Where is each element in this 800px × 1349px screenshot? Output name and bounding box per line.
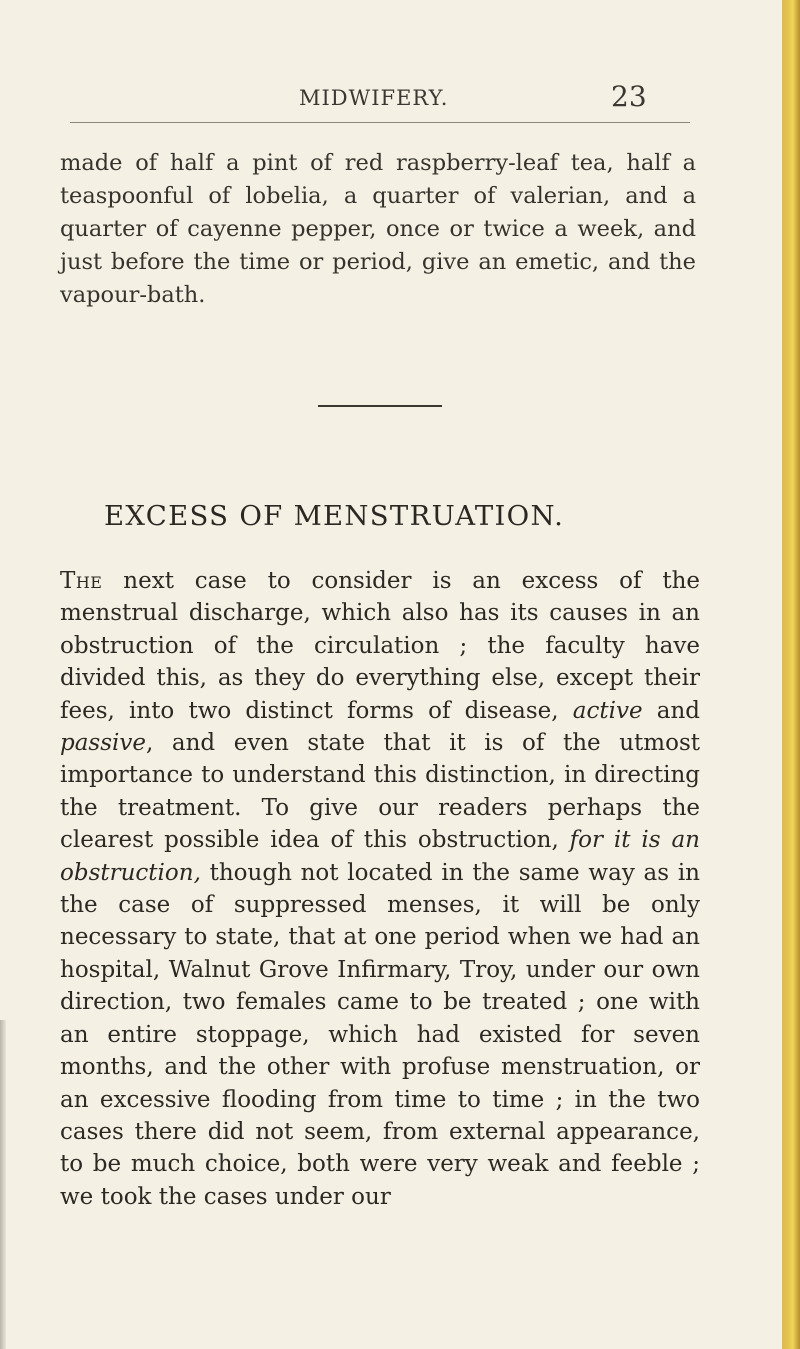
running-head: MIDWIFERY. <box>299 86 449 110</box>
paragraph-lead-word: The <box>60 568 103 594</box>
gilt-page-edge <box>782 0 800 1349</box>
paragraph-text-part2: , and even state that it is of the utmost importance to understand this distinction, in directing the treatment. To give our readers perhaps the clearest possible idea of this obstruction, <box>60 730 700 854</box>
section-divider-rule <box>318 405 442 407</box>
page-gutter-shadow <box>0 1020 6 1349</box>
paragraph-text-part3: though not located in the same way as in the case of suppressed menses, it will be only necessary to state, that at one period when we had an hospital, Walnut Grove Infirmary, Troy, under our own direction, two females came to be treated ; one with an entire stoppage, which had existed for seven months, and the other with profuse menstruation, or an excessive flooding from time to time ; in the two cases there did not seem, from external appearance, to be much choice, both were very weak and feeble ; we took the cases under our <box>60 859 700 1210</box>
paragraph-text-part1: next case to consider is an excess of the menstrual discharge, which also has its causes in an obstruction of the circulation ; the faculty have divided this, as they do everything else, except their fees, into two distinct forms of disease, <box>60 568 700 724</box>
page-number: 23 <box>611 80 647 113</box>
paragraph-and: and <box>642 697 700 724</box>
main-paragraph <box>60 565 700 1213</box>
intro-paragraph: made of half a pint of red raspberry-leaf tea, half a teaspoonful of lobelia, a quarter of valerian, and a quarter of cayenne pepper, once or twice a week, and just before the time or period, give an emetic, and the vapour-bath. <box>60 150 696 308</box>
term-active: active <box>572 697 643 724</box>
italic-emphasis: for it is an obstruction, <box>60 827 700 886</box>
term-passive: passive <box>60 730 147 757</box>
header-rule <box>70 122 690 123</box>
section-heading: EXCESS OF MENSTRUATION. <box>104 500 565 532</box>
